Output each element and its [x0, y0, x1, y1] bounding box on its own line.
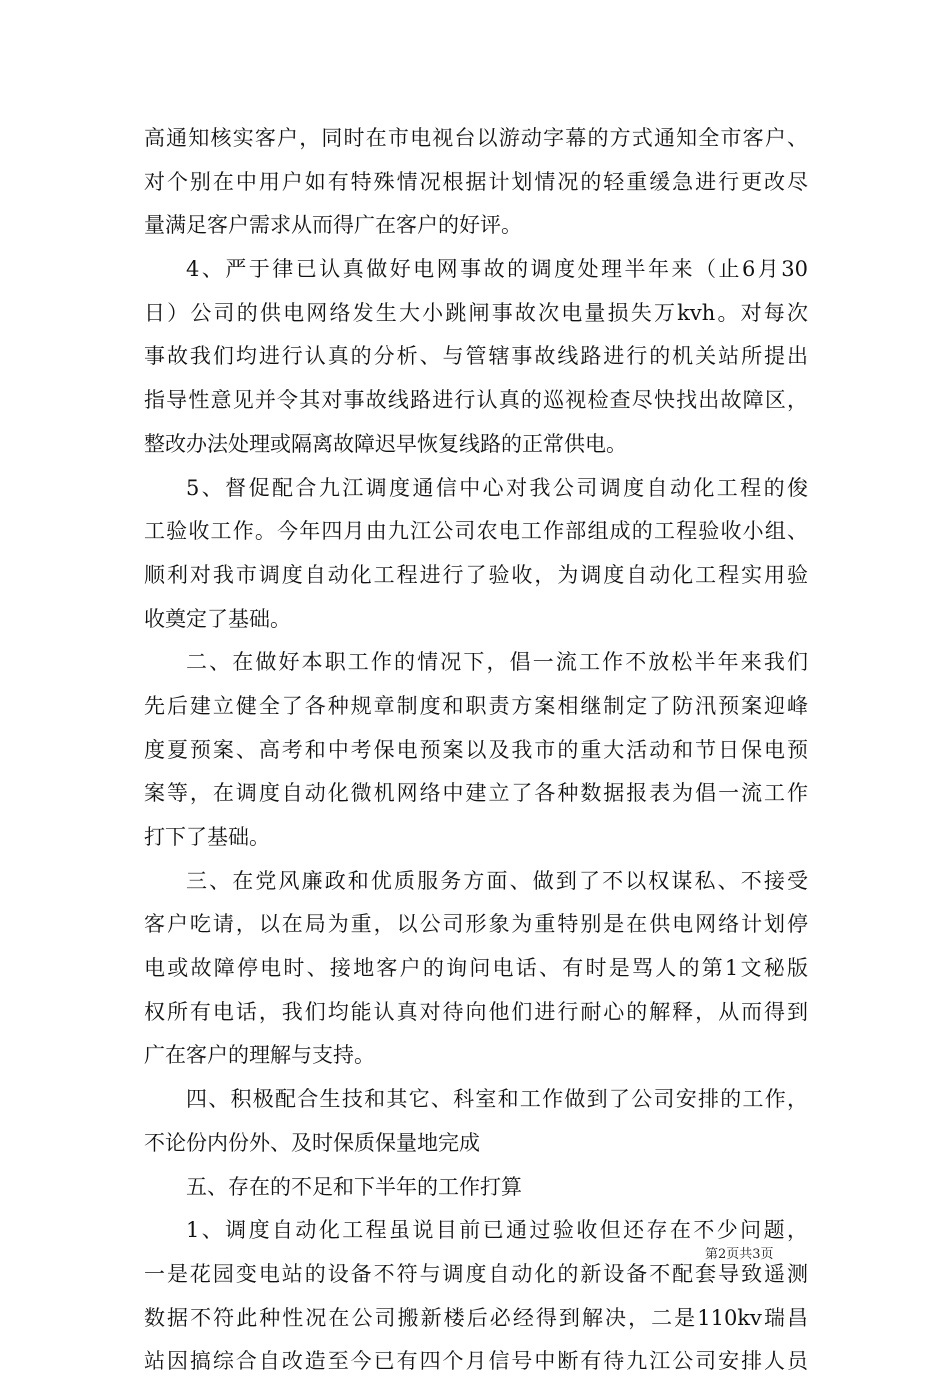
text-line: 度夏预案、高考和中考保电预案以及我市的重大活动和节日保电预	[144, 737, 808, 762]
text-line: 数据不符此种性况在公司搬新楼后必经得到解决，二是110kv瑞昌	[144, 1305, 808, 1330]
text-line: 二、在做好本职工作的情况下，倡一流工作不放松半年来我们	[186, 650, 808, 675]
text-line: 顺利对我市调度自动化工程进行了验收，为调度自动化工程实用验	[144, 562, 808, 587]
text-line: 权所有电话，我们均能认真对待向他们进行耐心的解释，从而得到	[144, 999, 808, 1024]
text-line: 案等，在调度自动化微机网络中建立了各种数据报表为倡一流工作	[144, 781, 808, 806]
text-line: 工验收工作。今年四月由九江公司农电工作部组成的工程验收小组、	[144, 519, 808, 544]
text-line: 整改办法处理或隔离故障迟早恢复线路的正常供电。	[144, 431, 627, 456]
text-line: 4、严于律已认真做好电网事故的调度处理半年来（止6月30	[186, 257, 808, 282]
text-line: 客户吃请，以在局为重，以公司形象为重特别是在供电网络计划停	[144, 912, 808, 937]
text-line: 高通知核实客户，同时在市电视台以游动字幕的方式通知全市客户、	[144, 126, 808, 150]
page-number: 第2页共3页	[705, 1247, 774, 1262]
text-line: 五、存在的不足和下半年的工作打算	[186, 1174, 522, 1199]
text-line: 5、督促配合九江调度通信中心对我公司调度自动化工程的俊	[186, 475, 808, 500]
text-line: 四、积极配合生技和其它、科室和工作做到了公司安排的工作，	[186, 1087, 808, 1112]
text-line: 收奠定了基础。	[144, 606, 291, 631]
text-line: 三、在党风廉政和优质服务方面、做到了不以权谋私、不接受	[186, 868, 808, 893]
text-line: 一是花园变电站的设备不符与调度自动化的新设备不配套导致遥测	[144, 1261, 808, 1286]
text-line: 指导性意见并令其对事故线路进行认真的巡视检查尽快找出故障区，	[144, 388, 808, 413]
text-line: 站因搞综合自改造至今已有四个月信号中断有待九江公司安排人员	[144, 1349, 808, 1374]
text-line: 对个别在中用户如有特殊情况根据计划情况的轻重缓急进行更改尽	[144, 169, 808, 194]
document-body	[144, 117, 808, 1384]
text-line: 电或故障停电时、接地客户的询问电话、有时是骂人的第1文秘版	[144, 956, 808, 981]
text-line: 不论份内份外、及时保质保量地完成	[144, 1130, 480, 1155]
text-line: 1、调度自动化工程虽说目前已通过验收但还存在不少问题，	[186, 1218, 808, 1243]
text-line: 先后建立健全了各种规章制度和职责方案相继制定了防汛预案迎峰	[144, 693, 808, 718]
text-line: 日）公司的供电网络发生大小跳闸事故次电量损失万kvh。对每次	[144, 300, 808, 325]
text-line: 量满足客户需求从而得广在客户的好评。	[144, 213, 522, 238]
text-line: 事故我们均进行认真的分析、与管辖事故线路进行的机关站所提出	[144, 344, 808, 369]
text-line: 广在客户的理解与支持。	[144, 1043, 375, 1068]
text-line: 打下了基础。	[144, 825, 270, 849]
